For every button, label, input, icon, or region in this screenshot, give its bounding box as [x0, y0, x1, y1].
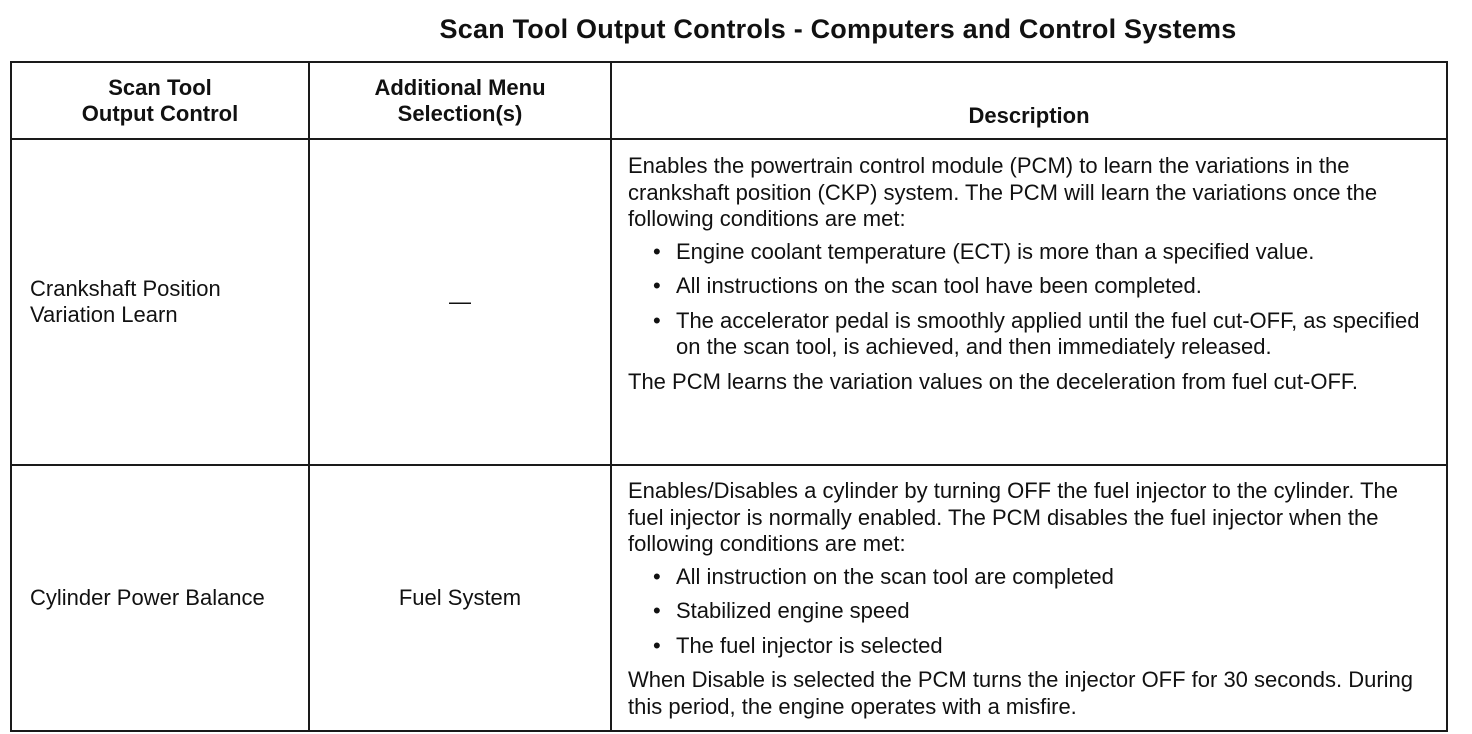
table-row [11, 465, 1447, 731]
list-item [628, 273, 1436, 300]
conditions-list [628, 564, 1436, 660]
table-row [11, 139, 1447, 465]
menu-selection-cell [309, 139, 611, 465]
page-title: Scan Tool Output Controls - Computers and Control Systems [439, 14, 1237, 44]
bullet-icon: • [653, 598, 661, 623]
header-col1-line2: Output Control [81, 100, 239, 126]
output-control-line: Crankshaft Position [30, 275, 221, 301]
condition-text: The accelerator pedal is smoothly applied until the fuel cut-OFF, as specified on the scan tool, is achieved, and then immediately released. [676, 307, 1420, 359]
output-controls-table [10, 61, 1448, 732]
condition-text: Stabilized engine speed [676, 598, 910, 623]
bullet-icon: • [653, 563, 661, 589]
description-cell [611, 465, 1447, 731]
list-item [628, 564, 1436, 591]
condition-text: Engine coolant temperature (ECT) is more than a specified value. [676, 238, 1315, 264]
description-intro: Enables the powertrain control module (PCM) to learn the variations in the crankshaft position (CKP) system. The PCM will learn the variations once the following conditions are met: [628, 153, 1378, 231]
output-control-cell [11, 465, 309, 731]
condition-text: The fuel injector is selected [676, 632, 943, 658]
list-item [628, 633, 1436, 660]
header-description: Description [611, 62, 1447, 139]
header-scan-tool-output-control [11, 62, 309, 139]
condition-text: All instruction on the scan tool are completed [676, 563, 1114, 589]
description-cell [611, 139, 1447, 465]
description-outro: When Disable is selected the PCM turns the injector OFF for 30 seconds. During this period, the engine operates with a misfire. [628, 667, 1414, 719]
list-item [628, 239, 1436, 266]
header-col2-line1: Additional Menu [374, 74, 546, 100]
list-item [628, 598, 1436, 625]
output-control-line: Variation Learn [30, 302, 178, 327]
list-item [628, 308, 1436, 361]
bullet-icon: • [653, 238, 661, 264]
menu-selection-value: Fuel System [398, 584, 522, 610]
header-col2-line2: Selection(s) [397, 100, 523, 126]
menu-selection-cell [309, 465, 611, 731]
menu-selection-value: — [449, 288, 471, 314]
description-intro: Enables/Disables a cylinder by turning OFF the fuel injector to the cylinder. The fuel injector is normally enabled. The PCM disables the fuel injector when the following conditions are met: [628, 478, 1398, 556]
header-col1-line1: Scan Tool [108, 74, 212, 100]
condition-text: All instructions on the scan tool have been completed. [676, 273, 1202, 298]
output-control-cell [11, 139, 309, 465]
description-outro: The PCM learns the variation values on the deceleration from fuel cut-OFF. [628, 368, 1359, 394]
header-additional-menu-selections [309, 62, 611, 139]
table-header-row [11, 62, 1447, 139]
bullet-icon: • [653, 307, 661, 333]
bullet-icon: • [653, 632, 661, 658]
output-control-line: Cylinder Power Balance [30, 584, 265, 610]
bullet-icon: • [653, 273, 661, 298]
conditions-list [628, 239, 1436, 361]
